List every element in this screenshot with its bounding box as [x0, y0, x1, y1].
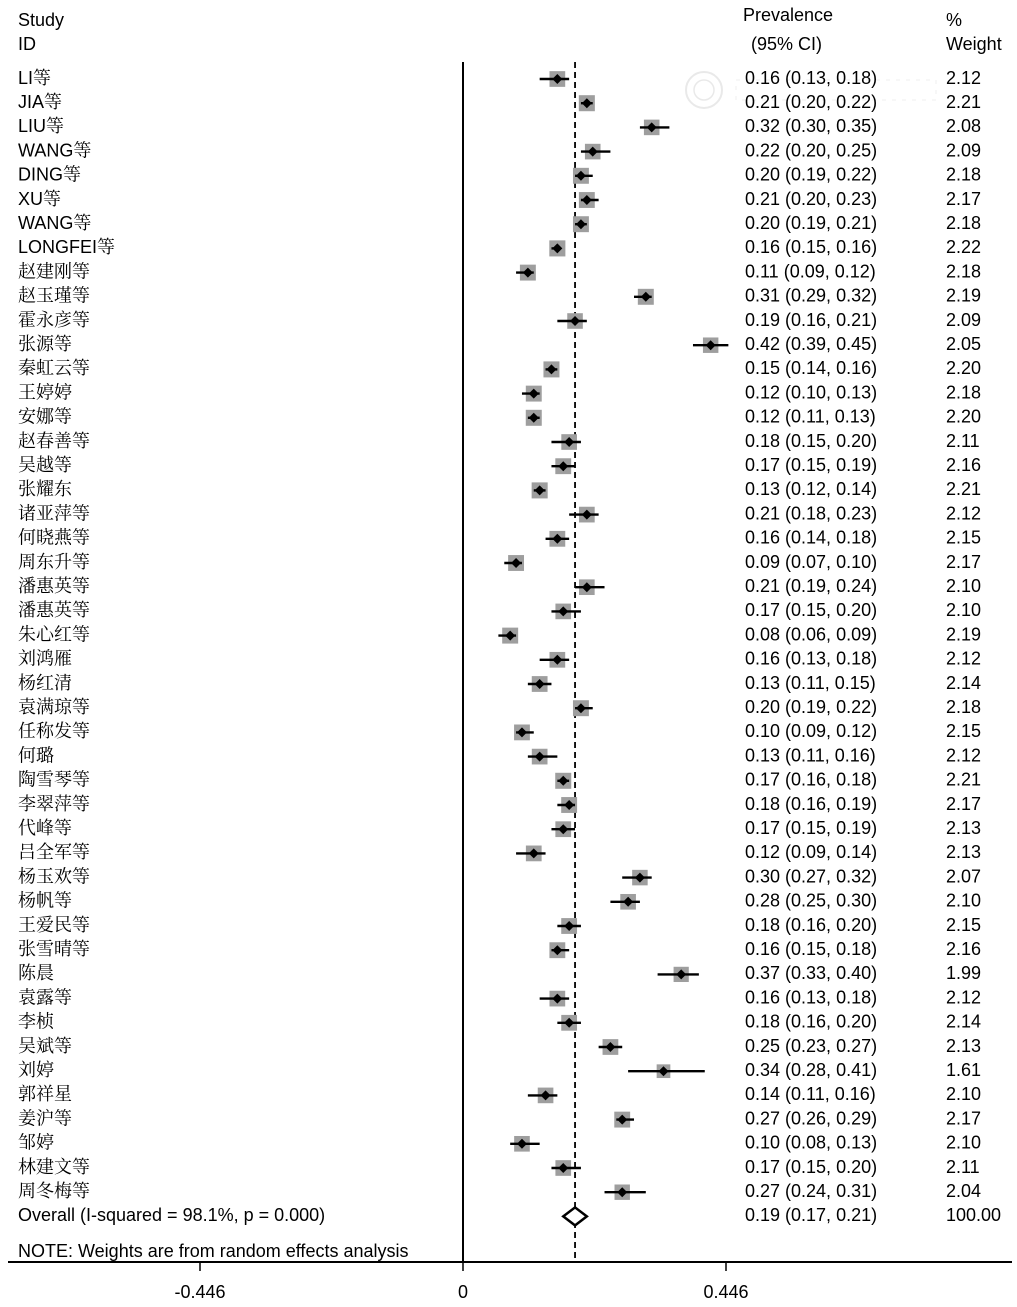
study-label: 杨红清: [18, 672, 72, 693]
study-weight: 2.21: [946, 91, 982, 112]
study-weight: 2.15: [946, 527, 982, 548]
study-ci: 0.13 (0.12, 0.14): [745, 479, 878, 500]
study-ci: 0.17 (0.16, 0.18): [745, 769, 878, 790]
study-weight: 2.18: [946, 212, 982, 233]
study-label: 霍永彦等: [18, 309, 90, 330]
study-label: 张源等: [18, 333, 72, 354]
study-weight: 2.14: [946, 672, 982, 693]
study-label: WANG等: [18, 140, 92, 161]
study-weight: 2.12: [946, 67, 982, 88]
study-ci: 0.18 (0.15, 0.20): [745, 430, 878, 451]
study-weight: 2.09: [946, 140, 982, 161]
study-label: LI等: [18, 67, 52, 88]
study-ci: 0.10 (0.09, 0.12): [745, 721, 878, 742]
study-ci: 0.16 (0.15, 0.16): [745, 237, 878, 258]
study-label: 刘鸿雁: [18, 648, 72, 669]
study-label: 袁露等: [18, 987, 72, 1008]
study-ci: 0.27 (0.26, 0.29): [745, 1108, 878, 1129]
study-label: 李桢: [18, 1011, 54, 1032]
study-ci: 0.12 (0.10, 0.13): [745, 382, 878, 403]
header-study: Study: [18, 10, 65, 30]
study-label: 何晓燕等: [18, 527, 90, 548]
study-weight: 2.18: [946, 696, 982, 717]
overall-weight: 100.00: [946, 1205, 1002, 1226]
study-label: LIU等: [18, 116, 65, 137]
study-ci: 0.17 (0.15, 0.20): [745, 600, 878, 621]
study-label: 姜沪等: [18, 1108, 72, 1129]
x-tick-label: 0: [457, 1281, 469, 1302]
study-label: 张雪晴等: [18, 938, 90, 959]
study-ci: 0.16 (0.13, 0.18): [745, 67, 878, 88]
study-label: 张耀东: [18, 479, 72, 500]
study-ci: 0.31 (0.29, 0.32): [745, 285, 878, 306]
study-ci: 0.12 (0.09, 0.14): [745, 842, 878, 863]
study-ci: 0.30 (0.27, 0.32): [745, 866, 878, 887]
study-weight: 2.08: [946, 116, 982, 137]
study-weight: 2.21: [946, 479, 982, 500]
study-label: 何璐: [18, 745, 54, 766]
study-weight: 2.17: [946, 188, 982, 209]
study-ci: 0.25 (0.23, 0.27): [745, 1035, 878, 1056]
study-label: 李翠萍等: [18, 793, 90, 814]
study-weight: 2.10: [946, 890, 982, 911]
study-label: 吴斌等: [18, 1035, 72, 1056]
header-id: ID: [18, 34, 36, 54]
study-label: WANG等: [18, 212, 92, 233]
study-weight: 2.09: [946, 309, 982, 330]
study-ci: 0.16 (0.13, 0.18): [745, 987, 878, 1008]
study-label: LONGFEI等: [18, 237, 116, 258]
study-label: 刘婷: [18, 1059, 54, 1080]
study-weight: 2.20: [946, 358, 982, 379]
study-label: 朱心红等: [18, 624, 90, 645]
study-ci: 0.28 (0.25, 0.30): [745, 890, 878, 911]
study-ci: 0.13 (0.11, 0.16): [745, 745, 876, 766]
study-weight: 2.05: [946, 333, 982, 354]
study-ci: 0.20 (0.19, 0.22): [745, 164, 878, 185]
study-weight: 2.17: [946, 551, 982, 572]
study-label: 陈晨: [18, 963, 54, 984]
study-ci: 0.21 (0.19, 0.24): [745, 575, 878, 596]
study-weight: 1.99: [946, 963, 982, 984]
study-weight: 2.07: [946, 866, 982, 887]
study-label: 潘惠英等: [18, 575, 90, 596]
study-ci: 0.17 (0.15, 0.20): [745, 1156, 878, 1177]
study-ci: 0.12 (0.11, 0.13): [745, 406, 876, 427]
study-weight: 2.11: [946, 1156, 980, 1177]
study-ci: 0.09 (0.07, 0.10): [745, 551, 878, 572]
study-weight: 2.12: [946, 503, 982, 524]
study-weight: 2.17: [946, 793, 982, 814]
study-ci: 0.21 (0.20, 0.23): [745, 188, 878, 209]
study-ci: 0.34 (0.28, 0.41): [745, 1059, 878, 1080]
overall-diamond: [563, 1207, 587, 1225]
study-ci: 0.32 (0.30, 0.35): [745, 116, 878, 137]
study-ci: 0.18 (0.16, 0.19): [745, 793, 878, 814]
study-weight: 2.04: [946, 1180, 982, 1201]
study-label: 安娜等: [18, 406, 72, 427]
study-label: JIA等: [18, 91, 63, 112]
study-weight: 2.10: [946, 1084, 982, 1105]
footnote: NOTE: Weights are from random effects analysis: [18, 1241, 409, 1261]
study-label: 吴越等: [18, 454, 72, 475]
study-weight: 2.12: [946, 745, 982, 766]
study-label: 秦虹云等: [18, 358, 90, 379]
study-label: 任称发等: [18, 721, 90, 742]
study-ci: 0.42 (0.39, 0.45): [745, 333, 878, 354]
study-weight: 2.18: [946, 382, 982, 403]
study-ci: 0.20 (0.19, 0.21): [745, 212, 878, 233]
header-ci: (95% CI): [751, 34, 823, 54]
study-weight: 2.13: [946, 842, 982, 863]
study-label: 杨玉欢等: [18, 866, 90, 887]
study-weight: 1.61: [946, 1059, 982, 1080]
header-prevalence: Prevalence: [743, 5, 834, 25]
study-ci: 0.18 (0.16, 0.20): [745, 914, 878, 935]
study-ci: 0.18 (0.16, 0.20): [745, 1011, 878, 1032]
study-weight: 2.22: [946, 237, 982, 258]
study-weight: 2.10: [946, 1132, 982, 1153]
study-weight: 2.15: [946, 721, 982, 742]
study-ci: 0.21 (0.18, 0.23): [745, 503, 878, 524]
study-label: 郭祥星: [18, 1084, 72, 1105]
study-ci: 0.17 (0.15, 0.19): [745, 454, 878, 475]
study-weight: 2.13: [946, 817, 982, 838]
study-label: 王婷婷: [18, 382, 72, 403]
header-weight: Weight: [946, 34, 1002, 54]
study-label: 代峰等: [18, 817, 72, 838]
study-weight: 2.19: [946, 285, 982, 306]
study-label: 林建文等: [18, 1156, 90, 1177]
study-weight: 2.12: [946, 987, 982, 1008]
study-ci: 0.21 (0.20, 0.22): [745, 91, 878, 112]
study-ci: 0.10 (0.08, 0.13): [745, 1132, 878, 1153]
study-ci: 0.14 (0.11, 0.16): [745, 1084, 876, 1105]
study-weight: 2.11: [946, 430, 980, 451]
x-tick-label: -0.446: [174, 1281, 226, 1302]
study-weight: 2.18: [946, 164, 982, 185]
study-weight: 2.18: [946, 261, 982, 282]
study-ci: 0.16 (0.14, 0.18): [745, 527, 878, 548]
study-weight: 2.17: [946, 1108, 982, 1129]
study-weight: 2.10: [946, 600, 982, 621]
study-weight: 2.20: [946, 406, 982, 427]
study-ci: 0.11 (0.09, 0.12): [745, 261, 876, 282]
study-label: 诸亚萍等: [18, 503, 90, 524]
study-label: 赵建刚等: [18, 261, 90, 282]
study-label: 周东升等: [18, 551, 90, 572]
x-tick-label: 0.446: [703, 1281, 749, 1302]
study-label: 周冬梅等: [18, 1180, 90, 1201]
study-label: 吕全军等: [18, 842, 90, 863]
study-ci: 0.37 (0.33, 0.40): [745, 963, 878, 984]
study-weight: 2.19: [946, 624, 982, 645]
study-ci: 0.19 (0.16, 0.21): [745, 309, 878, 330]
study-label: 杨帆等: [18, 890, 72, 911]
study-weight: 2.21: [946, 769, 982, 790]
study-ci: 0.17 (0.15, 0.19): [745, 817, 878, 838]
study-ci: 0.16 (0.15, 0.18): [745, 938, 878, 959]
study-label: DING等: [18, 164, 81, 185]
study-ci: 0.20 (0.19, 0.22): [745, 696, 878, 717]
study-label: 陶雪琴等: [18, 769, 90, 790]
study-label: 邹婷: [18, 1132, 54, 1153]
study-label: 潘惠英等: [18, 600, 90, 621]
study-weight: 2.14: [946, 1011, 982, 1032]
study-ci: 0.27 (0.24, 0.31): [745, 1180, 878, 1201]
study-ci: 0.13 (0.11, 0.15): [745, 672, 876, 693]
study-label: XU等: [18, 188, 62, 209]
study-ci: 0.08 (0.06, 0.09): [745, 624, 878, 645]
study-weight: 2.15: [946, 914, 982, 935]
study-weight: 2.16: [946, 454, 982, 475]
header-percent: %: [946, 10, 963, 30]
study-weight: 2.16: [946, 938, 982, 959]
study-label: 赵春善等: [18, 430, 90, 451]
study-label: 袁满琼等: [18, 696, 90, 717]
study-label: 王爱民等: [18, 914, 90, 935]
study-ci: 0.15 (0.14, 0.16): [745, 358, 878, 379]
overall-label: Overall (I-squared = 98.1%, p = 0.000): [18, 1205, 326, 1226]
study-weight: 2.12: [946, 648, 982, 669]
study-label: 赵玉瑾等: [18, 285, 90, 306]
study-weight: 2.13: [946, 1035, 982, 1056]
overall-ci: 0.19 (0.17, 0.21): [745, 1205, 878, 1226]
study-ci: 0.16 (0.13, 0.18): [745, 648, 878, 669]
study-weight: 2.10: [946, 575, 982, 596]
study-ci: 0.22 (0.20, 0.25): [745, 140, 878, 161]
